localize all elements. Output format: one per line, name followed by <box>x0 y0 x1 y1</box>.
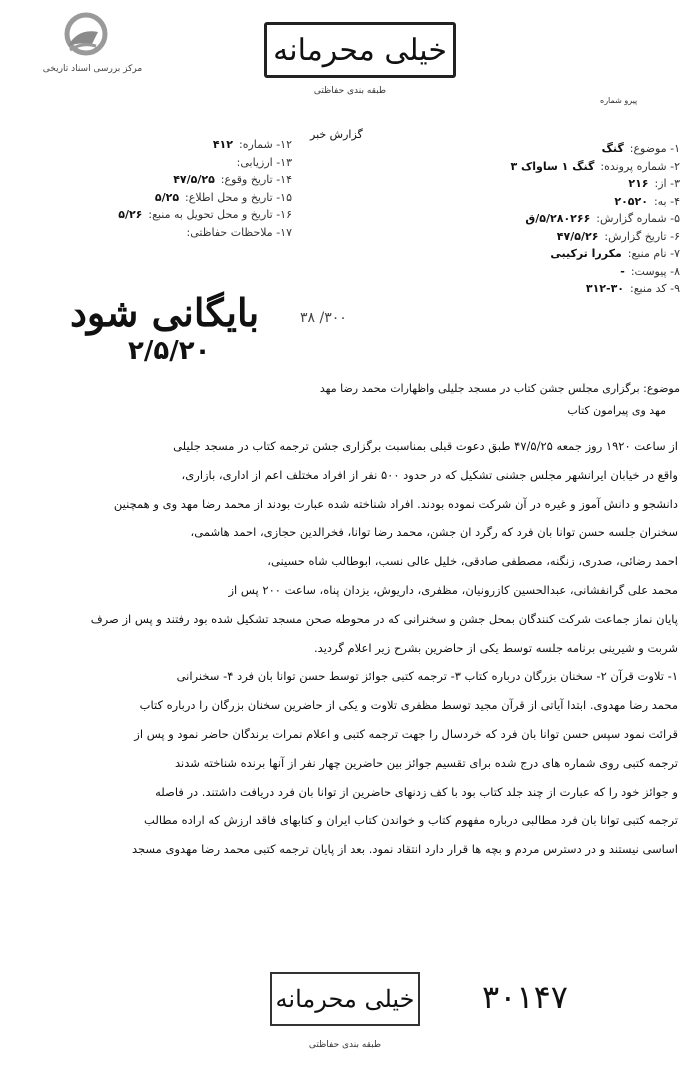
classification-stamp-bottom-caption: طبقه بندی حفاظتی <box>308 1040 382 1050</box>
body-line: احمد رضائی، صدری، زنگنه، مصطفی صادقی، خلیل عالی نسب، ابوطالب شاه حسینی، <box>267 554 678 569</box>
classification-stamp-top: خیلی محرمانه <box>264 22 456 78</box>
field-label: ۶- تاریخ گزارش: <box>604 229 680 243</box>
body-line: دانشجو و دانش آموز و غیره در آن شرکت نموده بودند. افراد شناخته شده عبارت بودند از محمد رضا مهد وی و همچنین <box>113 496 678 511</box>
field-label: ۱- موضوع: <box>629 142 680 155</box>
field-label: ۱۷- ملاحظات حفاظتی: <box>186 225 292 239</box>
body-line: قرائت نمود سپس حسن توانا بان فرد که خردسال را جهت ترجمه کتبی و اعلام نمرات برندگان حاضر نمود و پس از <box>134 726 678 741</box>
header-field <box>28 154 292 172</box>
body-line: ترجمه کتبی روی شماره های درج شده برای تقسیم جوائز بین حاضرین چهار نفر از آنها برنده شناخته شدند <box>175 755 678 770</box>
field-label: ۵- شماره گزارش: <box>596 212 680 225</box>
header-fields-right <box>400 140 680 298</box>
body-line: پایان نماز جماعت شرکت کنندگان بمحل جشن و سخنرانی که در محوطه صحن مسجد تشکیل شده بود رفتند و پس از صرف <box>90 611 678 626</box>
archive-emblem-icon <box>58 12 108 62</box>
field-value: ۳۱۲-۳۰ <box>585 282 624 295</box>
header-field <box>400 263 680 281</box>
body-line: ۱- تلاوت قرآن ۲- سخنان بزرگان درباره کتاب ۳- ترجمه کتبی جوائز توسط حسن توانا بان فرد ۴- سخنرانی <box>176 669 678 684</box>
field-value: ۴۷/۵/۲۵ <box>173 173 215 186</box>
body-line: از ساعت ۱۹۲۰ روز جمعه ۴۷/۵/۲۵ طبق دعوت قبلی بمناسبت برگزاری جشن ترجمه کتاب در مسجد جلیلی <box>173 439 678 453</box>
header-field <box>400 175 680 193</box>
body-line: محمد علی گرانفشانی، عبدالحسین کازرونیان، مظفری، داریوش، یزدان پناه، ساعت ۲۰۰ پس از <box>228 582 678 597</box>
field-value: - <box>620 264 625 278</box>
classification-stamp-top-caption: طبقه بندی حفاظتی <box>313 86 387 96</box>
field-label: ۷- نام منبع: <box>627 247 680 260</box>
subject-line: مهد وی پیرامون کتاب <box>567 404 666 417</box>
field-value: ۲۱۶ <box>628 177 649 190</box>
report-title: گزارش خبر <box>310 128 363 141</box>
subject-block <box>30 378 680 422</box>
subject-line: موضوع: برگزاری مجلس جشن کتاب در مسجد جلیلی واظهارات محمد رضا مهد <box>319 382 680 395</box>
archive-stamp: بایگانی شود <box>70 290 260 335</box>
body-line: اساسی نیستند و در دسترس مردم و بچه ها قرار دارد انتقاد نمود. بعد از پایان ترجمه کتبی محمد رضا مهدوی مسجد <box>131 842 678 857</box>
field-value: گنگ ۱ ساواک ۳ <box>510 159 595 173</box>
field-label: ۸- پیوست: <box>630 264 680 278</box>
field-value: گنگ <box>601 142 624 155</box>
header-field <box>400 228 680 246</box>
body-line: محمد رضا مهدوی. ابتدا آیاتی از قرآن مجید توسط مظفری تلاوت و یکی از حاضرین سخنان بزرگان را درباره کتاب <box>139 698 678 713</box>
header-field <box>400 280 680 298</box>
header-field <box>400 140 680 158</box>
report-body <box>32 432 678 864</box>
header-field <box>400 245 680 263</box>
field-label: ۱۳- ارزیابی: <box>236 155 292 169</box>
field-label: ۹- کد منبع: <box>630 282 680 295</box>
archive-stamp-number: ۲/۵/۲۰ <box>128 336 211 366</box>
field-value: ۵/۲۸۰۲۶۶/ق <box>525 212 591 225</box>
header-field <box>28 136 292 154</box>
field-value: مکررا ترکیبی <box>550 247 622 260</box>
field-value: ۴۷/۵/۲۶ <box>556 229 599 243</box>
logo-caption: مرکز بررسی اسناد تاریخی <box>42 64 143 74</box>
field-value: ۵/۲۵ <box>154 190 180 204</box>
field-label: ۲- شماره پرونده: <box>600 159 680 173</box>
archive-logo <box>30 12 155 82</box>
reference-label: پیرو شماره <box>600 96 638 105</box>
header-fields-left <box>28 136 292 241</box>
body-line: و جوائز خود را که عبارت از چند جلد کتاب بود با کف زدنهای حاضرین از توانا بان فرد دریافت داشتند. در فاصله <box>155 784 678 799</box>
body-line: سخنران جلسه حسن توانا بان فرد که رگرد ان جشن، محمد رضا توانا، فخرالدین حجازی، احمد هاشمی، <box>190 525 678 540</box>
field-label: ۱۵- تاریخ و محل اطلاع: <box>185 190 292 204</box>
classification-stamp-bottom: خیلی محرمانه <box>270 972 420 1026</box>
header-field <box>28 189 292 207</box>
field-label: ۳- از: <box>654 177 680 190</box>
header-field <box>28 206 292 224</box>
field-label: ۴- به: <box>653 194 680 208</box>
field-value: ۲۰۵۲۰ <box>614 194 648 208</box>
handwritten-page-number: ۳۰۱۴۷ <box>482 978 568 1016</box>
body-line: واقع در خیابان ایرانشهر مجلس جشنی تشکیل که در حدود ۵۰۰ نفر از افراد مختلف اعم از اداری، بازاری، <box>181 467 678 482</box>
header-field <box>28 171 292 189</box>
field-label: ۱۲- شماره: <box>238 138 292 151</box>
field-label: ۱۴- تاریخ وقوع: <box>220 173 292 186</box>
body-line: ترجمه کتبی توانا بان فرد مطالبی درباره مفهوم کتاب و خواندن کتاب ایران و کتابهای فاقد ارزش که اراده مطالب <box>144 813 678 828</box>
header-field <box>400 193 680 211</box>
body-line: شربت و شیرینی برنامه جلسه توسط یکی از حاضرین بشرح زیر اعلام گردید. <box>314 640 678 655</box>
handwritten-note: ۳۰۰/ ۳۸ <box>300 310 347 326</box>
header-field <box>28 224 292 242</box>
field-value: ۴۱۲ <box>212 138 233 151</box>
header-field <box>400 158 680 176</box>
field-label: ۱۶- تاریخ و محل تحویل به منبع: <box>148 208 292 221</box>
header-field <box>400 210 680 228</box>
field-value: ۵/۲۶ <box>118 208 143 221</box>
